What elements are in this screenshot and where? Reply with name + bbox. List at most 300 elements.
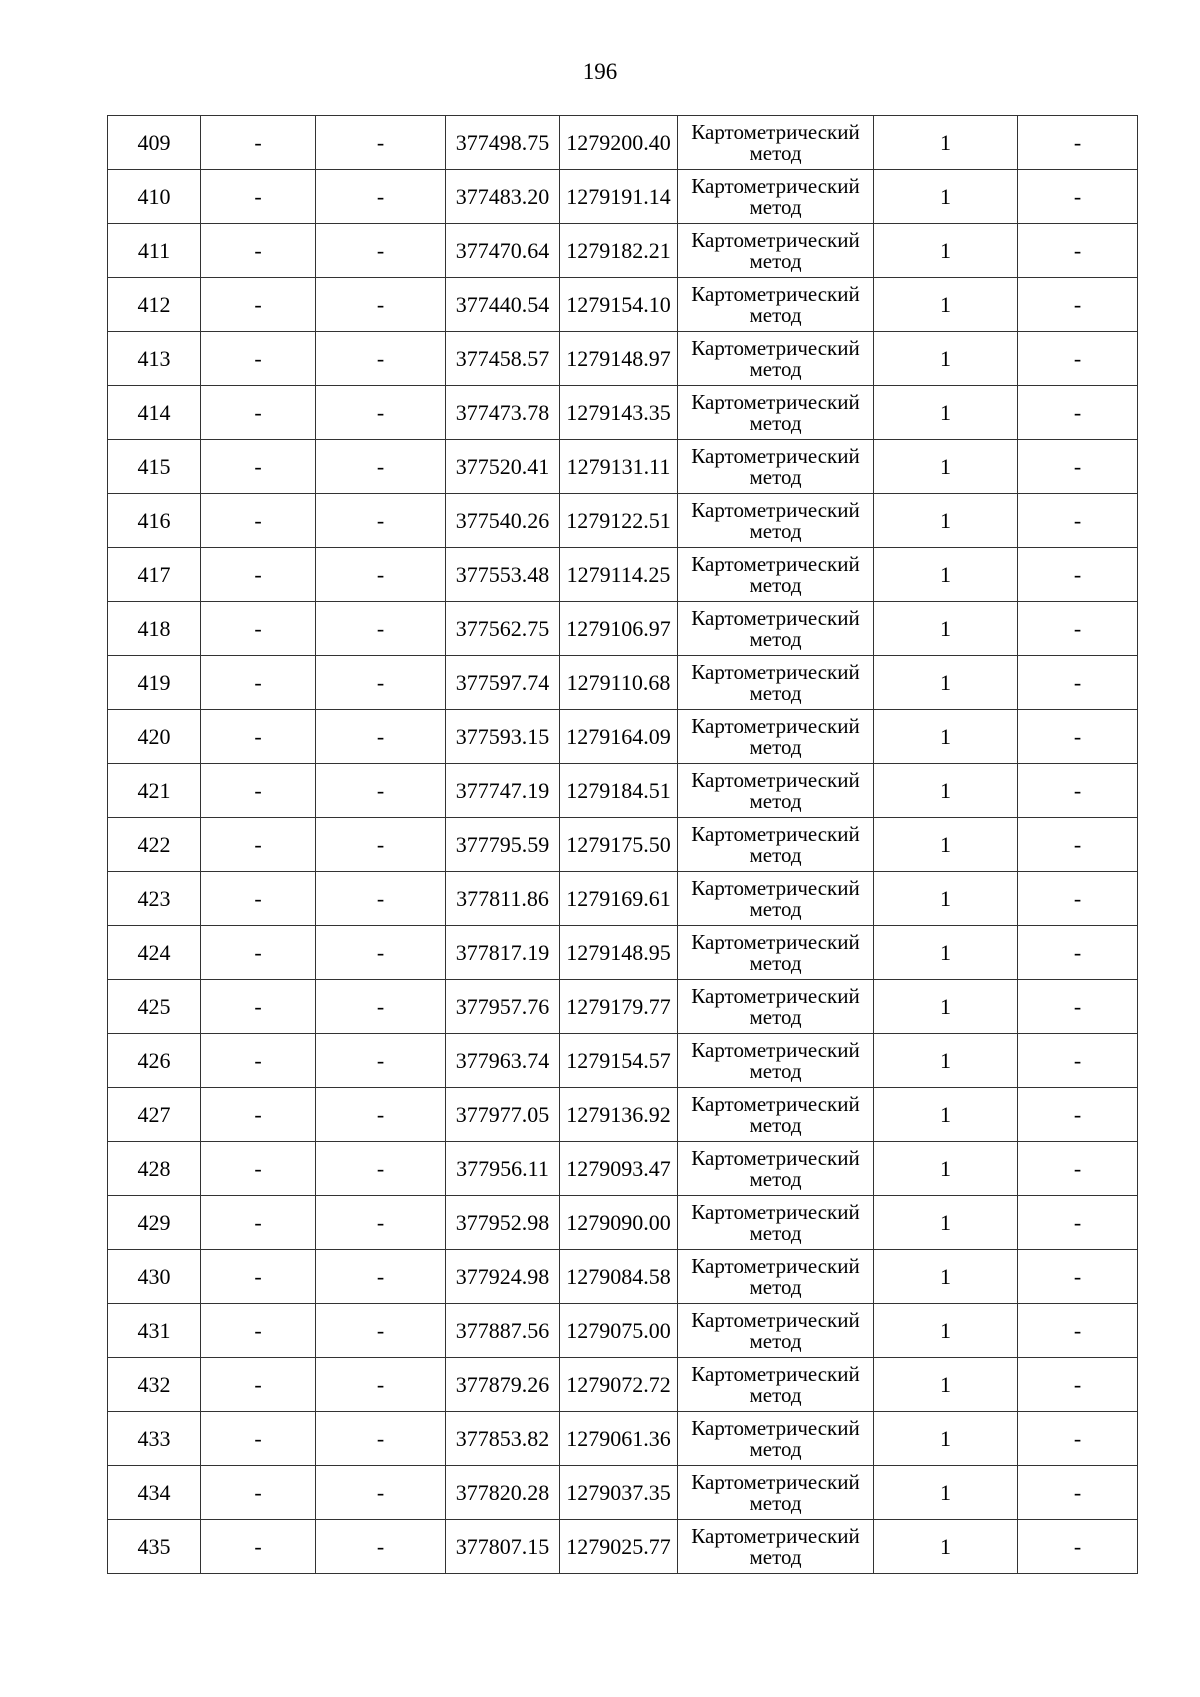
column3-cell: - [316, 278, 446, 332]
x-coordinate-cell: 377811.86 [446, 872, 560, 926]
method-line1: Картометрический [691, 119, 860, 144]
column3-cell: - [316, 656, 446, 710]
y-coordinate-cell: 1279084.58 [560, 1250, 678, 1304]
method-line1: Картометрический [691, 875, 860, 900]
method-line2: метод [749, 950, 802, 975]
method-cell [678, 278, 874, 332]
point-number-cell: 409 [108, 116, 201, 170]
method-line2: метод [749, 896, 802, 921]
accuracy-cell: 1 [874, 1358, 1018, 1412]
y-coordinate-cell: 1279175.50 [560, 818, 678, 872]
column8-cell: - [1018, 818, 1138, 872]
x-coordinate-cell: 377963.74 [446, 1034, 560, 1088]
column8-cell: - [1018, 548, 1138, 602]
point-number-cell: 413 [108, 332, 201, 386]
x-coordinate-cell: 377957.76 [446, 980, 560, 1034]
method-line2: метод [749, 1328, 802, 1353]
method-cell [678, 116, 874, 170]
point-number-cell: 432 [108, 1358, 201, 1412]
column3-cell: - [316, 224, 446, 278]
column8-cell: - [1018, 440, 1138, 494]
point-number-cell: 425 [108, 980, 201, 1034]
accuracy-cell: 1 [874, 656, 1018, 710]
point-number-cell: 430 [108, 1250, 201, 1304]
x-coordinate-cell: 377853.82 [446, 1412, 560, 1466]
column2-cell: - [201, 1034, 316, 1088]
table-row [108, 818, 1138, 872]
point-number-cell: 420 [108, 710, 201, 764]
method-cell [678, 1520, 874, 1574]
coordinates-table [107, 115, 1138, 1574]
column8-cell: - [1018, 710, 1138, 764]
x-coordinate-cell: 377540.26 [446, 494, 560, 548]
column3-cell: - [316, 872, 446, 926]
y-coordinate-cell: 1279184.51 [560, 764, 678, 818]
method-line2: метод [749, 518, 802, 543]
method-line1: Картометрический [691, 497, 860, 522]
column3-cell: - [316, 1250, 446, 1304]
column8-cell: - [1018, 1196, 1138, 1250]
column3-cell: - [316, 710, 446, 764]
accuracy-cell: 1 [874, 494, 1018, 548]
accuracy-cell: 1 [874, 1304, 1018, 1358]
y-coordinate-cell: 1279122.51 [560, 494, 678, 548]
table-row [108, 1304, 1138, 1358]
column8-cell: - [1018, 1412, 1138, 1466]
method-cell [678, 1088, 874, 1142]
x-coordinate-cell: 377520.41 [446, 440, 560, 494]
x-coordinate-cell: 377977.05 [446, 1088, 560, 1142]
method-line2: метод [749, 1436, 802, 1461]
y-coordinate-cell: 1279037.35 [560, 1466, 678, 1520]
method-line2: метод [749, 302, 802, 327]
accuracy-cell: 1 [874, 1466, 1018, 1520]
column3-cell: - [316, 1142, 446, 1196]
y-coordinate-cell: 1279143.35 [560, 386, 678, 440]
method-cell [678, 602, 874, 656]
x-coordinate-cell: 377956.11 [446, 1142, 560, 1196]
method-line2: метод [749, 410, 802, 435]
y-coordinate-cell: 1279114.25 [560, 548, 678, 602]
table-row [108, 1034, 1138, 1088]
point-number-cell: 419 [108, 656, 201, 710]
column3-cell: - [316, 1088, 446, 1142]
method-line1: Картометрический [691, 551, 860, 576]
column2-cell: - [201, 1304, 316, 1358]
table-row [108, 332, 1138, 386]
table-row [108, 764, 1138, 818]
point-number-cell: 424 [108, 926, 201, 980]
column2-cell: - [201, 710, 316, 764]
accuracy-cell: 1 [874, 386, 1018, 440]
x-coordinate-cell: 377562.75 [446, 602, 560, 656]
method-line1: Картометрический [691, 389, 860, 414]
accuracy-cell: 1 [874, 872, 1018, 926]
method-line2: метод [749, 680, 802, 705]
accuracy-cell: 1 [874, 170, 1018, 224]
column3-cell: - [316, 1304, 446, 1358]
point-number-cell: 426 [108, 1034, 201, 1088]
column3-cell: - [316, 440, 446, 494]
column8-cell: - [1018, 386, 1138, 440]
point-number-cell: 410 [108, 170, 201, 224]
method-cell [678, 764, 874, 818]
point-number-cell: 434 [108, 1466, 201, 1520]
table-row [108, 710, 1138, 764]
x-coordinate-cell: 377473.78 [446, 386, 560, 440]
y-coordinate-cell: 1279131.11 [560, 440, 678, 494]
y-coordinate-cell: 1279061.36 [560, 1412, 678, 1466]
y-coordinate-cell: 1279136.92 [560, 1088, 678, 1142]
column8-cell: - [1018, 494, 1138, 548]
column3-cell: - [316, 494, 446, 548]
column2-cell: - [201, 602, 316, 656]
y-coordinate-cell: 1279200.40 [560, 116, 678, 170]
method-line1: Картометрический [691, 1415, 860, 1440]
y-coordinate-cell: 1279164.09 [560, 710, 678, 764]
method-line1: Картометрический [691, 1253, 860, 1278]
method-line1: Картометрический [691, 929, 860, 954]
column3-cell: - [316, 548, 446, 602]
column2-cell: - [201, 980, 316, 1034]
method-line2: метод [749, 788, 802, 813]
method-cell [678, 170, 874, 224]
column3-cell: - [316, 1412, 446, 1466]
column2-cell: - [201, 872, 316, 926]
table-row [108, 926, 1138, 980]
accuracy-cell: 1 [874, 1196, 1018, 1250]
column8-cell: - [1018, 980, 1138, 1034]
accuracy-cell: 1 [874, 980, 1018, 1034]
method-cell [678, 980, 874, 1034]
point-number-cell: 429 [108, 1196, 201, 1250]
point-number-cell: 421 [108, 764, 201, 818]
table-row [108, 440, 1138, 494]
method-line1: Картометрический [691, 335, 860, 360]
method-line2: метод [749, 464, 802, 489]
column2-cell: - [201, 656, 316, 710]
method-cell [678, 1250, 874, 1304]
point-number-cell: 415 [108, 440, 201, 494]
column2-cell: - [201, 1142, 316, 1196]
method-line2: метод [749, 194, 802, 219]
y-coordinate-cell: 1279191.14 [560, 170, 678, 224]
accuracy-cell: 1 [874, 440, 1018, 494]
table-body [108, 116, 1138, 1574]
column8-cell: - [1018, 656, 1138, 710]
column3-cell: - [316, 926, 446, 980]
y-coordinate-cell: 1279182.21 [560, 224, 678, 278]
method-line2: метод [749, 842, 802, 867]
method-line2: метод [749, 1274, 802, 1299]
y-coordinate-cell: 1279154.57 [560, 1034, 678, 1088]
method-cell [678, 1142, 874, 1196]
method-cell [678, 872, 874, 926]
method-line1: Картометрический [691, 713, 860, 738]
column2-cell: - [201, 548, 316, 602]
method-cell [678, 1304, 874, 1358]
method-cell [678, 1466, 874, 1520]
table-row [108, 1196, 1138, 1250]
column8-cell: - [1018, 926, 1138, 980]
method-cell [678, 1412, 874, 1466]
y-coordinate-cell: 1279090.00 [560, 1196, 678, 1250]
method-line2: метод [749, 572, 802, 597]
method-line1: Картометрический [691, 1199, 860, 1224]
method-line2: метод [749, 1004, 802, 1029]
method-cell [678, 818, 874, 872]
method-line1: Картометрический [691, 227, 860, 252]
method-line2: метод [749, 734, 802, 759]
method-line1: Картометрический [691, 281, 860, 306]
x-coordinate-cell: 377887.56 [446, 1304, 560, 1358]
column3-cell: - [316, 116, 446, 170]
method-cell [678, 1196, 874, 1250]
accuracy-cell: 1 [874, 1412, 1018, 1466]
column2-cell: - [201, 1358, 316, 1412]
point-number-cell: 416 [108, 494, 201, 548]
method-line1: Картометрический [691, 1307, 860, 1332]
column3-cell: - [316, 1358, 446, 1412]
table-row [108, 494, 1138, 548]
method-line1: Картометрический [691, 173, 860, 198]
column3-cell: - [316, 386, 446, 440]
column8-cell: - [1018, 278, 1138, 332]
method-cell [678, 926, 874, 980]
accuracy-cell: 1 [874, 1034, 1018, 1088]
column3-cell: - [316, 980, 446, 1034]
method-line2: метод [749, 1112, 802, 1137]
point-number-cell: 428 [108, 1142, 201, 1196]
method-line2: метод [749, 1382, 802, 1407]
column8-cell: - [1018, 170, 1138, 224]
accuracy-cell: 1 [874, 1520, 1018, 1574]
accuracy-cell: 1 [874, 548, 1018, 602]
accuracy-cell: 1 [874, 1250, 1018, 1304]
y-coordinate-cell: 1279075.00 [560, 1304, 678, 1358]
accuracy-cell: 1 [874, 1142, 1018, 1196]
point-number-cell: 433 [108, 1412, 201, 1466]
point-number-cell: 431 [108, 1304, 201, 1358]
accuracy-cell: 1 [874, 224, 1018, 278]
method-cell [678, 548, 874, 602]
method-line1: Картометрический [691, 605, 860, 630]
column3-cell: - [316, 764, 446, 818]
accuracy-cell: 1 [874, 710, 1018, 764]
column8-cell: - [1018, 872, 1138, 926]
column2-cell: - [201, 926, 316, 980]
x-coordinate-cell: 377483.20 [446, 170, 560, 224]
table-row [108, 1520, 1138, 1574]
x-coordinate-cell: 377952.98 [446, 1196, 560, 1250]
column8-cell: - [1018, 1358, 1138, 1412]
x-coordinate-cell: 377498.75 [446, 116, 560, 170]
column3-cell: - [316, 602, 446, 656]
y-coordinate-cell: 1279179.77 [560, 980, 678, 1034]
column8-cell: - [1018, 1250, 1138, 1304]
accuracy-cell: 1 [874, 1088, 1018, 1142]
column8-cell: - [1018, 116, 1138, 170]
column8-cell: - [1018, 332, 1138, 386]
point-number-cell: 414 [108, 386, 201, 440]
method-line1: Картометрический [691, 659, 860, 684]
point-number-cell: 427 [108, 1088, 201, 1142]
method-cell [678, 1358, 874, 1412]
method-line2: метод [749, 1166, 802, 1191]
table-row [108, 1412, 1138, 1466]
x-coordinate-cell: 377593.15 [446, 710, 560, 764]
method-cell [678, 656, 874, 710]
x-coordinate-cell: 377440.54 [446, 278, 560, 332]
x-coordinate-cell: 377807.15 [446, 1520, 560, 1574]
x-coordinate-cell: 377553.48 [446, 548, 560, 602]
x-coordinate-cell: 377747.19 [446, 764, 560, 818]
y-coordinate-cell: 1279169.61 [560, 872, 678, 926]
method-cell [678, 386, 874, 440]
table-row [108, 386, 1138, 440]
table-row [108, 548, 1138, 602]
y-coordinate-cell: 1279072.72 [560, 1358, 678, 1412]
method-line2: метод [749, 356, 802, 381]
column2-cell: - [201, 224, 316, 278]
method-line2: метод [749, 1490, 802, 1515]
x-coordinate-cell: 377470.64 [446, 224, 560, 278]
y-coordinate-cell: 1279106.97 [560, 602, 678, 656]
column3-cell: - [316, 1034, 446, 1088]
method-line1: Картометрический [691, 443, 860, 468]
table-row [108, 656, 1138, 710]
table-row [108, 872, 1138, 926]
x-coordinate-cell: 377597.74 [446, 656, 560, 710]
method-line1: Картометрический [691, 1037, 860, 1062]
method-line2: метод [749, 248, 802, 273]
column2-cell: - [201, 1520, 316, 1574]
accuracy-cell: 1 [874, 278, 1018, 332]
x-coordinate-cell: 377795.59 [446, 818, 560, 872]
column8-cell: - [1018, 1088, 1138, 1142]
method-line2: метод [749, 1220, 802, 1245]
table-row [108, 1088, 1138, 1142]
column3-cell: - [316, 170, 446, 224]
x-coordinate-cell: 377817.19 [446, 926, 560, 980]
point-number-cell: 422 [108, 818, 201, 872]
column2-cell: - [201, 440, 316, 494]
column8-cell: - [1018, 1142, 1138, 1196]
column3-cell: - [316, 1196, 446, 1250]
column8-cell: - [1018, 1466, 1138, 1520]
column2-cell: - [201, 818, 316, 872]
column2-cell: - [201, 278, 316, 332]
column2-cell: - [201, 1412, 316, 1466]
x-coordinate-cell: 377924.98 [446, 1250, 560, 1304]
method-cell [678, 440, 874, 494]
column8-cell: - [1018, 764, 1138, 818]
table-row [108, 1142, 1138, 1196]
method-line1: Картометрический [691, 1523, 860, 1548]
column3-cell: - [316, 332, 446, 386]
method-line1: Картометрический [691, 767, 860, 792]
column2-cell: - [201, 1088, 316, 1142]
column3-cell: - [316, 1520, 446, 1574]
column2-cell: - [201, 764, 316, 818]
x-coordinate-cell: 377879.26 [446, 1358, 560, 1412]
accuracy-cell: 1 [874, 332, 1018, 386]
x-coordinate-cell: 377820.28 [446, 1466, 560, 1520]
column3-cell: - [316, 1466, 446, 1520]
accuracy-cell: 1 [874, 926, 1018, 980]
table-row [108, 1466, 1138, 1520]
table-row [108, 116, 1138, 170]
column3-cell: - [316, 818, 446, 872]
column2-cell: - [201, 1250, 316, 1304]
accuracy-cell: 1 [874, 818, 1018, 872]
page-number: 196 [582, 59, 618, 84]
method-line1: Картометрический [691, 1469, 860, 1494]
y-coordinate-cell: 1279148.95 [560, 926, 678, 980]
column8-cell: - [1018, 1304, 1138, 1358]
method-line1: Картометрический [691, 1091, 860, 1116]
column8-cell: - [1018, 224, 1138, 278]
method-cell [678, 1034, 874, 1088]
method-line2: метод [749, 626, 802, 651]
point-number-cell: 418 [108, 602, 201, 656]
point-number-cell: 435 [108, 1520, 201, 1574]
table-row [108, 1250, 1138, 1304]
column2-cell: - [201, 170, 316, 224]
point-number-cell: 417 [108, 548, 201, 602]
column2-cell: - [201, 386, 316, 440]
method-cell [678, 332, 874, 386]
y-coordinate-cell: 1279154.10 [560, 278, 678, 332]
method-line2: метод [749, 140, 802, 165]
accuracy-cell: 1 [874, 602, 1018, 656]
method-line2: метод [749, 1058, 802, 1083]
point-number-cell: 412 [108, 278, 201, 332]
method-cell [678, 494, 874, 548]
point-number-cell: 411 [108, 224, 201, 278]
column8-cell: - [1018, 1520, 1138, 1574]
method-cell [678, 710, 874, 764]
accuracy-cell: 1 [874, 764, 1018, 818]
method-cell [678, 224, 874, 278]
method-line1: Картометрический [691, 983, 860, 1008]
column2-cell: - [201, 1466, 316, 1520]
y-coordinate-cell: 1279148.97 [560, 332, 678, 386]
table-row [108, 224, 1138, 278]
accuracy-cell: 1 [874, 116, 1018, 170]
method-line1: Картометрический [691, 1361, 860, 1386]
column2-cell: - [201, 494, 316, 548]
column2-cell: - [201, 332, 316, 386]
point-number-cell: 423 [108, 872, 201, 926]
column2-cell: - [201, 1196, 316, 1250]
column8-cell: - [1018, 1034, 1138, 1088]
table-row [108, 170, 1138, 224]
x-coordinate-cell: 377458.57 [446, 332, 560, 386]
method-line1: Картометрический [691, 1145, 860, 1170]
column2-cell: - [201, 116, 316, 170]
column8-cell: - [1018, 602, 1138, 656]
y-coordinate-cell: 1279110.68 [560, 656, 678, 710]
table-row [108, 1358, 1138, 1412]
y-coordinate-cell: 1279093.47 [560, 1142, 678, 1196]
table-row [108, 278, 1138, 332]
table-row [108, 602, 1138, 656]
method-line2: метод [749, 1544, 802, 1569]
table-row [108, 980, 1138, 1034]
method-line1: Картометрический [691, 821, 860, 846]
y-coordinate-cell: 1279025.77 [560, 1520, 678, 1574]
